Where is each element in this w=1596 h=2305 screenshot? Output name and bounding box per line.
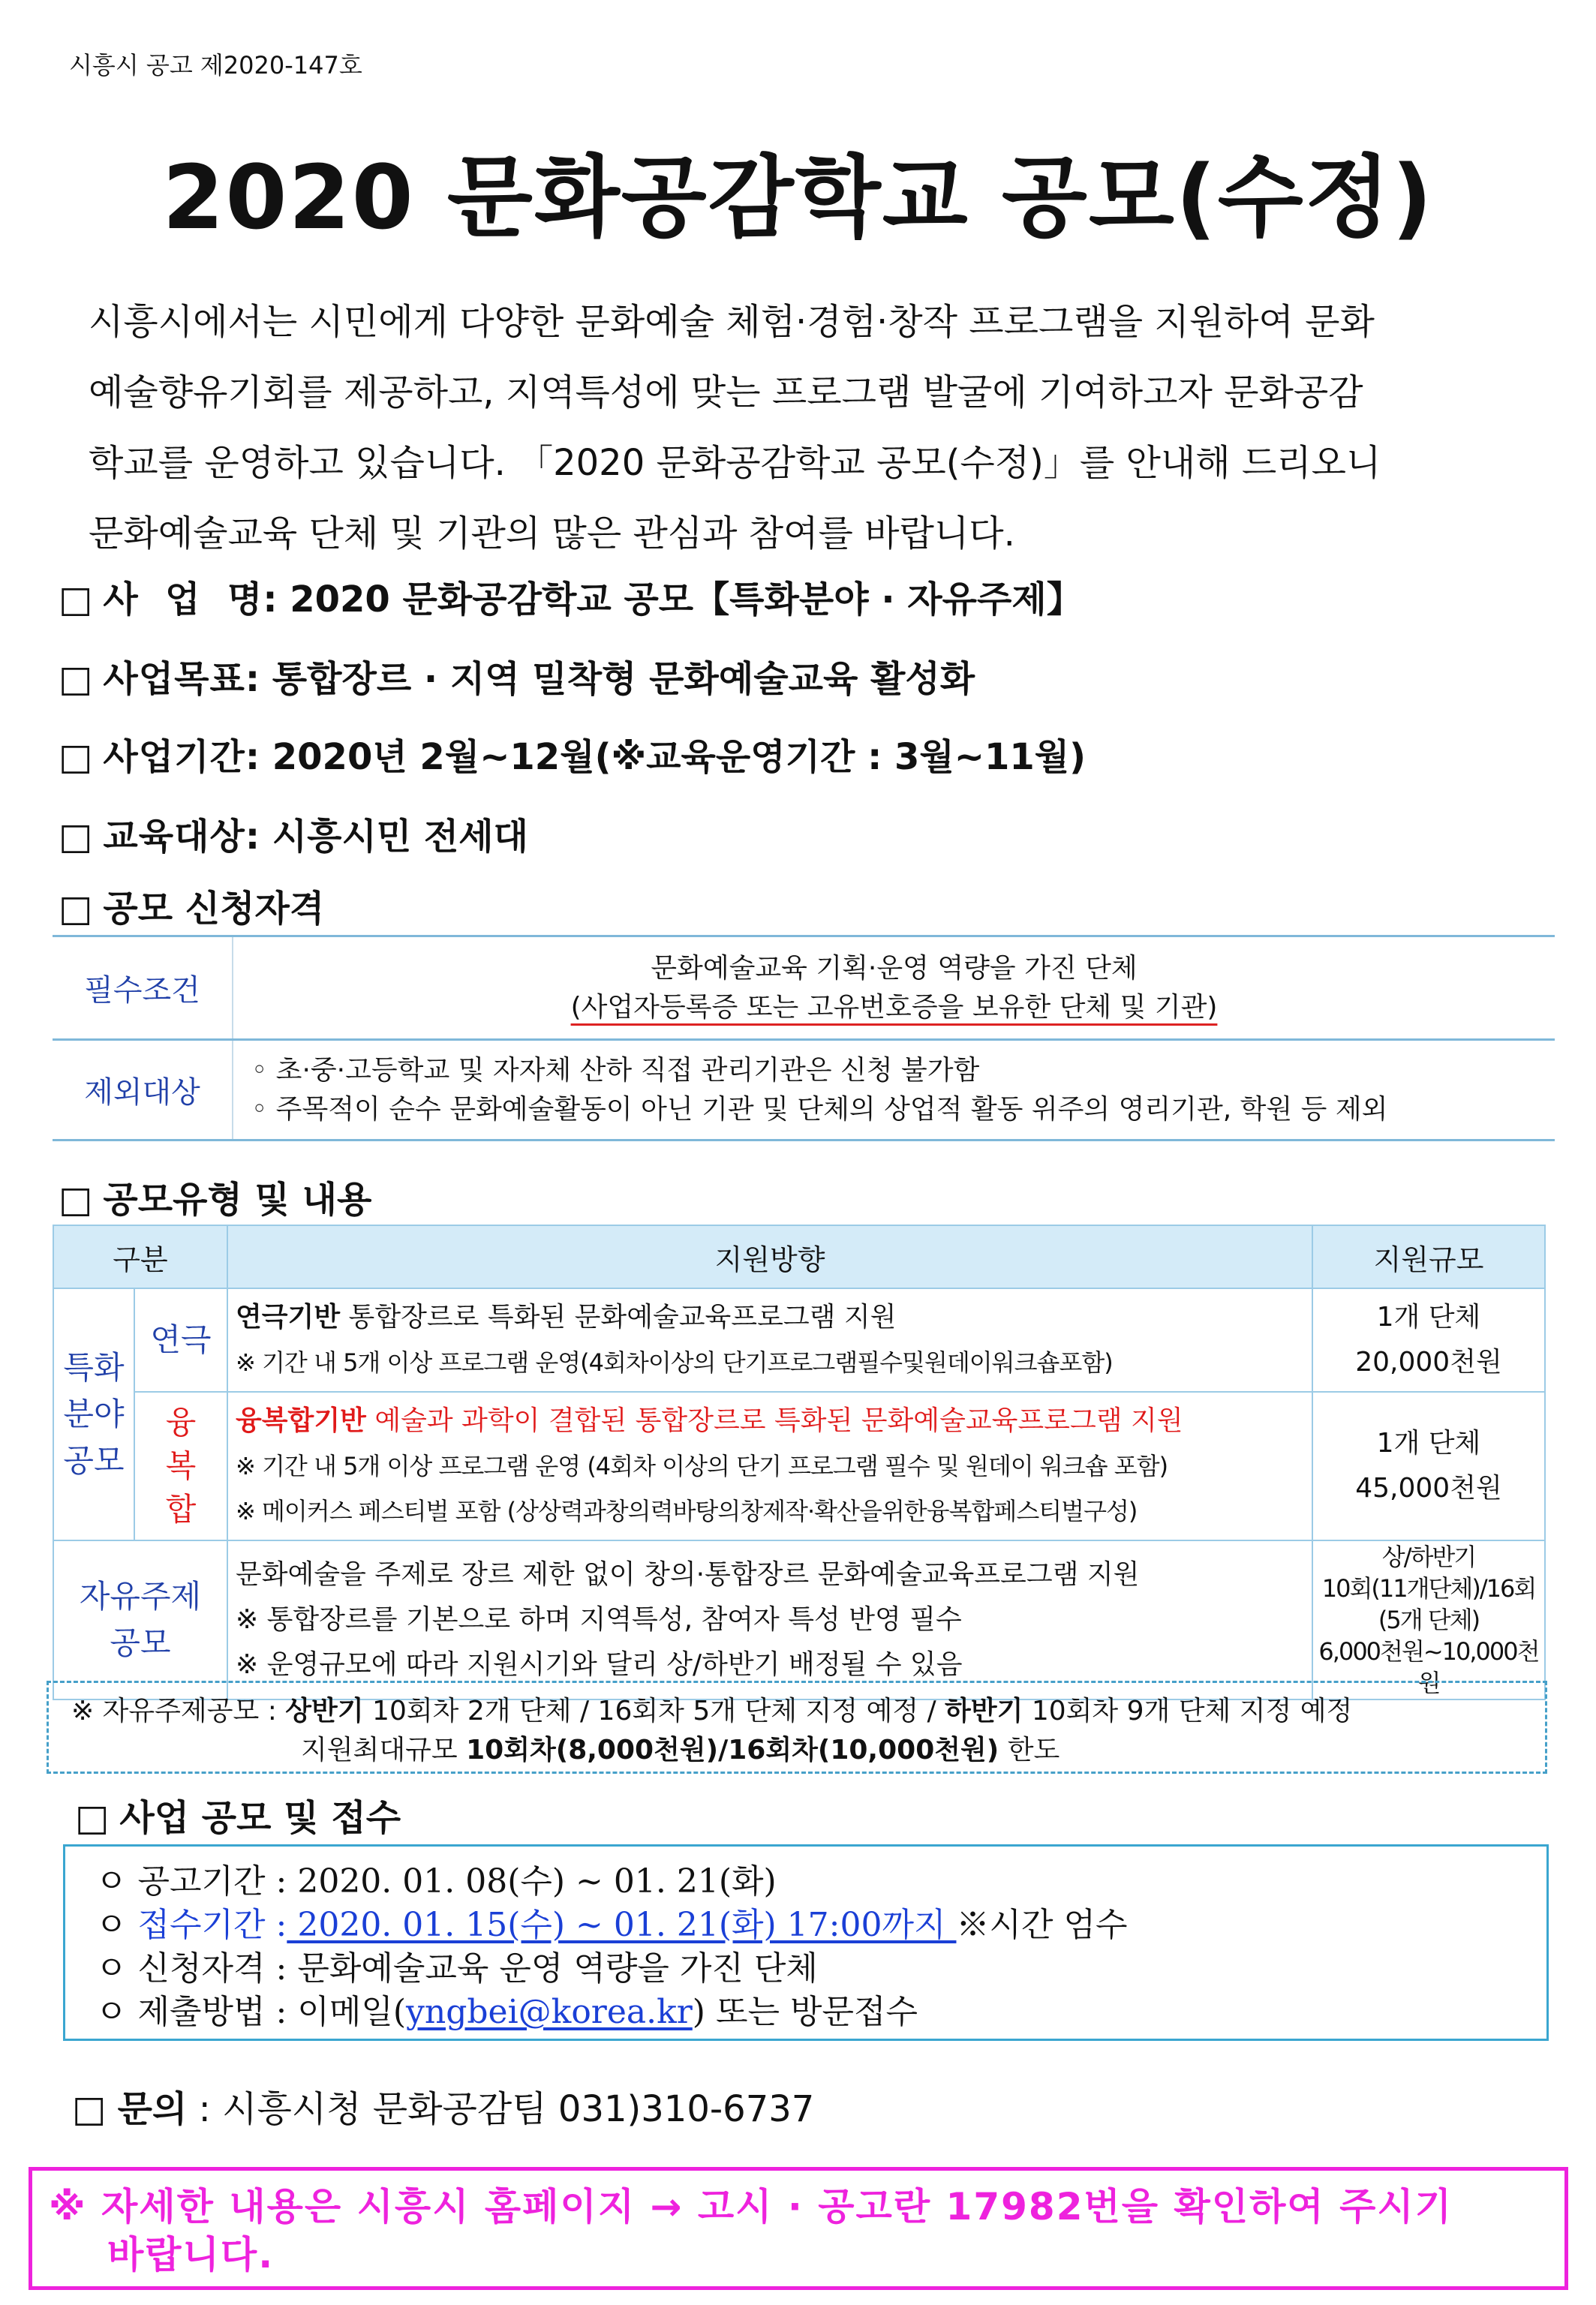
- free-topic-note: ※ 자유주제공모 : 상반기 10회차 2개 단체 / 16회차 5개 단체 지정 예정 / 하반기 10회차 9개 단체 지정 예정 지원최대규모 10회차(8,000천원)/16회차(10,000천원) 한도: [47, 1681, 1547, 1774]
- category-special: 특화 분야 공모: [53, 1288, 134, 1540]
- checkbox-icon: □: [59, 658, 93, 700]
- intro-paragraph: [89, 287, 1529, 569]
- row-header: 제외대상: [53, 1040, 233, 1140]
- row-content: 문화예술교육 기획·운영 역량을 가진 단체 (사업자등록증 또는 고유번호증을 보유한 단체 및 기관): [233, 936, 1555, 1040]
- checkbox-icon: □: [72, 2088, 107, 2130]
- checkbox-icon: □: [59, 1179, 93, 1221]
- email-link[interactable]: yngbei@korea.kr: [406, 1993, 693, 2031]
- item-value: : 시흥시민 전세대: [245, 816, 529, 858]
- support-direction: 융복합기반 예술과 과학이 결합된 통합장르로 특화된 문화예술교육프로그램 지원 ※ 기간 내 5개 이상 프로그램 운영 (4회차 이상의 단기 프로그램 필수 및 원데이 워크숍 포함) ※ 메이커스 페스티벌 포함 (상상력과창의력바탕의창제작·확산을위한융복합페스티벌구성): [227, 1392, 1312, 1540]
- apply-receipt: ㅇ 접수기간 : 2020. 01. 15(수) ~ 01. 21(화) 17:00까지 ※시간 엄수: [95, 1906, 1128, 1944]
- support-direction: 문화예술을 주제로 장르 제한 없이 창의·통합장르 문화예술교육프로그램 지원 ※ 통합장르를 기본으로 하며 지역특성, 참여자 특성 반영 필수 ※ 운영규모에 따라 지원시기와 달리 상/하반기 배정될 수 있음: [227, 1540, 1312, 1699]
- section-eligibility-heading: □ 공모 신청자격: [59, 888, 325, 930]
- checkbox-icon: □: [59, 888, 93, 930]
- table-row: [53, 1392, 1545, 1540]
- apply-method: ㅇ 제출방법 : 이메일(yngbei@korea.kr) 또는 방문접수: [95, 1993, 918, 2031]
- apply-info-box: [63, 1844, 1549, 2041]
- subcategory-theater: 연극: [134, 1288, 227, 1392]
- checkbox-icon: □: [59, 816, 93, 858]
- contact-info: □ 문의 : 시흥시청 문화공감팀 031)310-6737: [72, 2088, 815, 2130]
- item-label: 교육대상: [103, 816, 245, 858]
- support-size: 1개 단체 45,000천원: [1312, 1392, 1545, 1540]
- subcategory-convergence: 융 복 합: [134, 1392, 227, 1540]
- row-content: ◦ 초·중·고등학교 및 자자체 산하 직접 관리기관은 신청 불가함 ◦ 주목적이 순수 문화예술활동이 아닌 기관 및 단체의 상업적 활동 위주의 영리기관, 학원 등 제외: [233, 1040, 1555, 1140]
- apply-period: ㅇ 공고기간 : 2020. 01. 08(수) ~ 01. 21(화): [95, 1862, 777, 1901]
- table-row: [53, 1288, 1545, 1392]
- intro-line: 예술향유기회를 제공하고, 지역특성에 맞는 프로그램 발굴에 기여하고자 문화공감: [89, 371, 1363, 413]
- checkbox-icon: □: [59, 736, 93, 778]
- apply-qualification: ㅇ 신청자격 : 문화예술교육 운영 역량을 가진 단체: [95, 1949, 818, 1988]
- page-title: 2020 문화공감학교 공모(수정): [162, 146, 1434, 249]
- item-label: 사업목표: [103, 658, 245, 700]
- item-target: [59, 807, 528, 859]
- notice-number: 시흥시 공고 제2020-147호: [69, 51, 362, 80]
- eligibility-table: [53, 935, 1555, 1141]
- intro-line: 시흥시에서는 시민에게 다양한 문화예술 체험·경험·창작 프로그램을 지원하여 문화: [89, 301, 1375, 343]
- category-free: 자유주제 공모: [53, 1540, 227, 1699]
- support-direction: 연극기반 통합장르로 특화된 문화예술교육프로그램 지원 ※ 기간 내 5개 이상 프로그램 운영(4회차이상의 단기프로그램필수및원데이워크숍포함): [227, 1288, 1312, 1392]
- footer-notice: ※ 자세한 내용은 시흥시 홈페이지 → 고시 · 공고란 17982번을 확인하여 주시기 바랍니다.: [29, 2167, 1568, 2290]
- support-size: 1개 단체 20,000천원: [1312, 1288, 1545, 1392]
- item-label: 사 업 명: [103, 579, 263, 621]
- item-value: : 통합장르 · 지역 밀착형 문화예술교육 활성화: [245, 658, 975, 700]
- column-header: 지원규모: [1312, 1225, 1545, 1288]
- table-row: [53, 1040, 1555, 1140]
- table-header-row: [53, 1225, 1545, 1288]
- table-row: [53, 936, 1555, 1040]
- column-header: 구분: [53, 1225, 227, 1288]
- item-project-goal: [59, 650, 975, 702]
- column-header: 지원방향: [227, 1225, 1312, 1288]
- item-project-period: [59, 728, 1086, 780]
- item-project-name: [59, 570, 1083, 622]
- checkbox-icon: □: [59, 579, 93, 621]
- intro-line: 문화예술교육 단체 및 기관의 많은 관심과 참여를 바랍니다.: [89, 512, 1015, 554]
- row-header: 필수조건: [53, 936, 233, 1040]
- support-size: 상/하반기 10회(11개단체)/16회 (5개 단체) 6,000천원~10,000천원: [1312, 1540, 1545, 1699]
- checkbox-icon: □: [75, 1797, 110, 1839]
- types-table: [53, 1225, 1546, 1700]
- section-types-heading: □ 공모유형 및 내용: [59, 1179, 372, 1221]
- item-label: 사업기간: [103, 736, 245, 778]
- intro-line: 학교를 운영하고 있습니다. 「2020 문화공감학교 공모(수정)」를 안내해 드리오니: [89, 442, 1381, 484]
- item-value: : 2020 문화공감학교 공모【특화분야 · 자유주제】: [263, 579, 1083, 621]
- table-row: [53, 1540, 1545, 1699]
- item-value: : 2020년 2월~12월(※교육운영기간 : 3월~11월): [245, 736, 1087, 778]
- section-apply-heading: □ 사업 공모 및 접수: [75, 1797, 401, 1839]
